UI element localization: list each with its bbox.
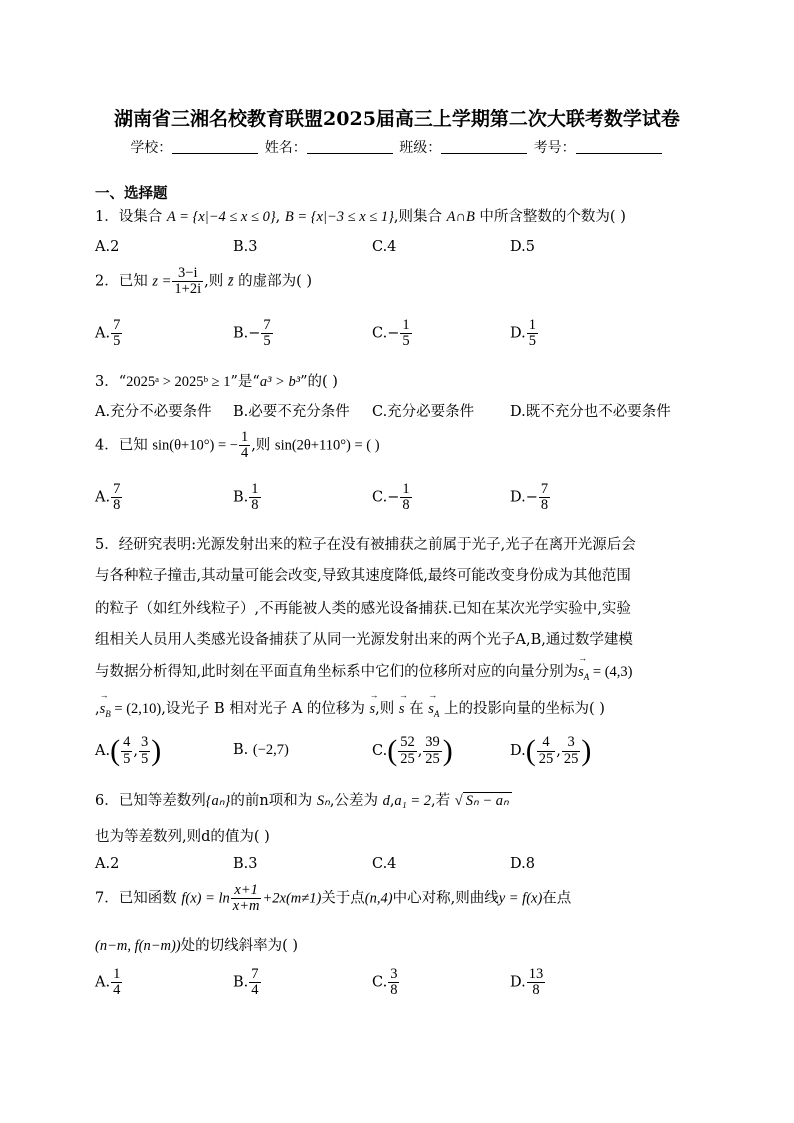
q7-a-label: A. [95, 974, 111, 991]
vector-s: → s [370, 701, 376, 718]
q7-c-num: 3 [390, 966, 398, 982]
sB-value: = (2,10) [110, 701, 162, 717]
q4-d-den: 8 [540, 497, 549, 514]
q1-number: 1． [95, 209, 119, 225]
q2-fraction [172, 266, 203, 297]
q5-line-1: 5．经研究表明:光源发射出来的粒子在没有被捕获之前属于光子,光子在离开光源后会 [95, 537, 636, 553]
q5-c-d2: 25 [425, 750, 440, 767]
q4-c-num: 1 [402, 481, 410, 497]
q2-option-a[interactable] [95, 318, 123, 349]
school-label: 学校： [130, 140, 173, 156]
q4-c-frac [400, 482, 411, 513]
q7-line-2-expr: (n−m, f(n−m)) [95, 938, 181, 954]
q7-option-c[interactable] [372, 967, 400, 998]
q5-c-d1: 25 [400, 750, 415, 767]
q4-b-frac [249, 482, 260, 513]
q2-c-num: 1 [402, 317, 410, 333]
q7-c-frac [388, 967, 399, 998]
q3-option-c[interactable]: C.充分必要条件 [372, 404, 475, 420]
sA-value: = (4,3) [589, 664, 633, 680]
q7-b-frac [249, 967, 260, 998]
q3-option-a[interactable]: A.充分不必要条件 [95, 404, 212, 420]
q1-text: 设集合 [118, 209, 167, 225]
question-6 [95, 789, 512, 810]
student-info-line [0, 137, 794, 157]
q5-c-frac-2 [423, 735, 442, 766]
q4-a-label: A. [95, 489, 111, 506]
q3-text-c: ”的( ) [300, 374, 338, 390]
q5-option-c[interactable]: C.( $\frac{52}{25}$ , $\frac{39}{25}$ ) [372, 734, 453, 767]
q3-text-a: “ [118, 374, 127, 390]
q5-a-d2: 5 [140, 750, 149, 767]
q7-c-label: C. [372, 974, 388, 991]
q4-d-sign: − [525, 489, 538, 506]
q7-a-frac [111, 967, 122, 998]
q2-zbar: z̄ [227, 273, 234, 290]
q2-b-frac [261, 318, 272, 349]
q7-a-num: 1 [113, 966, 121, 982]
q5-line-4: 组相关人员用人类感光设备捕获了从同一光源发射出来的两个光子A,B,通过数学建模 [95, 632, 633, 648]
q3-option-b[interactable]: B.必要不充分条件 [233, 404, 350, 420]
q5-d-frac-1 [537, 735, 556, 766]
q4-d-label: D. [510, 489, 526, 506]
q4-c-den: 8 [402, 497, 410, 514]
q5-option-b[interactable] [233, 742, 289, 759]
sA-letter-2: s [428, 701, 434, 717]
vector-sB [100, 701, 111, 719]
q4-option-b[interactable] [233, 482, 262, 513]
q7-text-d: 在点 [542, 890, 572, 907]
q4-text-a: 已知 [118, 437, 153, 454]
school-blank[interactable] [172, 139, 258, 154]
q6-line-2: 也为等差数列,则d的值为( ) [95, 829, 270, 845]
q1-expr: A∩B [446, 209, 475, 225]
q2-option-d[interactable] [510, 318, 539, 349]
name-label: 姓名： [264, 140, 307, 156]
q7-option-b[interactable] [233, 967, 262, 998]
sqrt-symbol: √ [454, 793, 463, 809]
q6-text-b: 的前n项和为 [230, 793, 317, 809]
exam-title: 湖南省三湘名校教育联盟2025届高三上学期第二次大联考数学试卷 [114, 108, 680, 130]
q2-number: 2． [95, 273, 119, 290]
q2-c-den: 5 [402, 333, 410, 350]
q3-number: 3． [95, 374, 119, 390]
q2-a-frac [111, 318, 122, 349]
q7-b-label: B. [233, 974, 249, 991]
q5-a-n1: 4 [123, 734, 131, 751]
q4-option-d[interactable] [510, 482, 551, 513]
q5-option-d[interactable]: D.( $\frac{4}{25}$ , $\frac{3}{25}$ ) [510, 734, 592, 767]
q3-text-b: ”是“ [230, 374, 260, 390]
q4-b-num: 1 [251, 481, 259, 497]
q1-option-c[interactable]: C.4 [372, 239, 397, 255]
q5-d-n2: 3 [562, 735, 581, 751]
q4-lhs: sin(θ+10°) = − [152, 437, 238, 454]
q6-option-a[interactable]: A.2 [95, 856, 120, 872]
q2-text-c: 的虚部为( ) [233, 273, 313, 290]
paren-right: ) [151, 734, 162, 767]
q5-line-6-c: ,则 [375, 701, 399, 717]
q2-d-frac [527, 318, 538, 349]
exam-number-label: 考号： [533, 140, 576, 156]
q2-b-label: B. [233, 325, 249, 342]
q5-line-3: 的粒子（如红外线粒子）,不再能被人类的感光设备捕获.已知在某次光学实验中,实验 [95, 601, 631, 617]
q5-line-6 [95, 697, 605, 719]
q5-d-d1: 25 [538, 750, 554, 767]
question-3 [95, 370, 338, 391]
q2-c-label: C. [372, 325, 388, 342]
q3-expr1: 2025ᵃ > 2025ᵇ ≥ 1 [126, 374, 231, 390]
q7-c-den: 8 [390, 982, 398, 999]
q6-d: d [382, 793, 390, 809]
q5-b-label: B. [233, 742, 249, 758]
vector-s-2: → s [399, 701, 405, 718]
q5-line-2: 与各种粒子撞击,其动量可能会改变,导致其速度降低,最终可能改变身份成为其他范围 [95, 568, 631, 584]
q2-option-c[interactable] [372, 318, 413, 349]
q7-d-num: 13 [528, 966, 544, 982]
q7-fraction [231, 883, 262, 914]
q4-c-label: C. [372, 489, 388, 506]
question-4 [95, 430, 380, 461]
q5-line-6-b: ,设光子 B 相对光子 A 的位移为 [161, 701, 370, 717]
q2-d-den: 5 [528, 333, 536, 350]
q2-text-b: ,则 [204, 273, 228, 290]
q4-d-frac [539, 482, 550, 513]
q5-c-n1: 52 [400, 734, 415, 751]
q7-num: x+1 [231, 883, 262, 899]
q2-d-label: D. [510, 325, 526, 342]
q2-b-num: 7 [263, 317, 271, 333]
q1-set-a: A = {x|−4 ≤ x ≤ 0} [166, 209, 276, 225]
q7-d-label: D. [510, 974, 526, 991]
q1-text-b: ,则集合 [393, 209, 447, 225]
q6-text-d: , [389, 793, 395, 809]
q4-b-label: B. [233, 489, 249, 506]
q7-number: 7． [95, 890, 119, 907]
q2-den: 1+2i [174, 281, 202, 298]
q7-fx: f(x) = ln [181, 890, 230, 907]
q2-c-sign: − [387, 325, 400, 342]
q5-d-frac-2 [562, 735, 581, 766]
q2-c-frac [400, 318, 411, 349]
paren-left: ( [387, 734, 398, 767]
section-heading: 一、选择题 [95, 185, 168, 202]
question-2 [95, 266, 312, 297]
q6-option-b[interactable]: B.3 [233, 856, 258, 872]
q6-option-d[interactable]: D.8 [510, 856, 535, 872]
q7-point: (n,4) [364, 890, 393, 907]
q3-expr2: a³ > b³ [259, 374, 301, 390]
q2-a-label: A. [95, 325, 111, 342]
q4-option-a[interactable] [95, 482, 123, 513]
q5-line-6-a: , [95, 701, 100, 717]
q2-d-num: 1 [528, 317, 536, 333]
sB-letter: s [99, 701, 106, 717]
q4-fraction [239, 430, 250, 461]
q7-rest: +2x(m≠1) [262, 890, 322, 907]
q7-den: x+m [232, 898, 260, 915]
q2-b-den: 5 [263, 333, 271, 350]
q7-line-2 [95, 934, 298, 955]
q2-z: z = [152, 273, 172, 290]
q2-num: 3−i [172, 266, 203, 282]
q5-a-frac-1 [121, 735, 132, 766]
q6-text-c: ,公差为 [329, 793, 383, 809]
vector-sA [578, 664, 589, 682]
q5-line-5-text: 与数据分析得知,此时刻在平面直角坐标系中它们的位移所对应的向量分别为 [95, 664, 579, 680]
q4-a-den: 8 [113, 497, 121, 514]
q4-number: 4． [95, 437, 119, 454]
q5-a-label: A. [95, 743, 111, 759]
q2-text: 已知 [118, 273, 153, 290]
class-blank[interactable] [441, 139, 527, 154]
q7-d-frac [527, 967, 546, 998]
q2-option-b[interactable] [233, 318, 274, 349]
q1-option-b[interactable]: B.3 [233, 239, 258, 255]
q1-set-b: B = {x|−3 ≤ x ≤ 1} [284, 209, 394, 225]
q6-text-a: 已知等差数列 [118, 793, 206, 809]
q5-d-n1: 4 [537, 735, 556, 751]
q5-line-6-e: 上的投影向量的坐标为( ) [439, 701, 605, 717]
q5-c-label: C. [372, 743, 388, 759]
q6-number: 6． [95, 793, 119, 809]
q7-line-2-text: 处的切线斜率为( ) [180, 938, 299, 954]
q4-a-num: 7 [113, 481, 121, 497]
q4-a-frac [111, 482, 122, 513]
q2-a-den: 5 [113, 333, 121, 350]
q7-option-a[interactable] [95, 967, 123, 998]
q5-d-label: D. [510, 743, 526, 759]
sA-sub-2: A [433, 708, 440, 719]
q6-sn: Sₙ [316, 793, 330, 809]
q5-c-frac-1 [398, 735, 417, 766]
q7-curve: y = f(x) [498, 890, 543, 907]
q7-b-num: 7 [251, 966, 259, 982]
q5-a-d1: 5 [123, 750, 131, 767]
q1-text-c: 中所含整数的个数为( ) [474, 209, 626, 225]
q4-text-b: ,则 [251, 437, 275, 454]
q7-a-den: 4 [113, 982, 121, 999]
q7-b-den: 4 [251, 982, 259, 999]
q1-option-d[interactable]: D.5 [510, 239, 535, 255]
paren-right: ) [442, 734, 453, 767]
paren-right: ) [581, 734, 592, 767]
paren-left: ( [525, 734, 536, 767]
q5-line-6-d: 在 [404, 701, 429, 717]
q7-text-c: 中心对称,则曲线 [392, 890, 499, 907]
q4-rhs: sin(2θ+110°) = ( ) [274, 437, 380, 454]
q4-b-den: 8 [251, 497, 259, 514]
q6-seq: {aₙ} [205, 793, 231, 809]
class-label: 班级： [399, 140, 442, 156]
q4-option-c[interactable] [372, 482, 413, 513]
q2-b-sign: − [248, 325, 261, 342]
sA-sub: A [583, 671, 590, 682]
sA-letter: s [578, 664, 584, 680]
q6-a1: a₁ = 2 [394, 793, 431, 809]
q6-text-e: ,若 [431, 793, 455, 809]
q5-d-d2: 25 [563, 750, 579, 767]
q2-a-num: 7 [113, 317, 121, 333]
exam-number-blank[interactable] [576, 139, 662, 154]
q5-c-n2: 39 [425, 734, 440, 751]
sB-sub: B [105, 708, 111, 719]
q7-option-d[interactable] [510, 967, 546, 998]
q1-option-a[interactable]: A.2 [95, 239, 120, 255]
question-1: 1．设集合 A = {x|−4 ≤ x ≤ 0}, B = {x|−3 ≤ x ≤ 1},则集合 A∩B 中所含整数的个数为( ) [95, 209, 626, 225]
vector-sA-2 [428, 701, 439, 719]
name-blank[interactable] [307, 139, 393, 154]
q5-option-a[interactable]: A.( $\frac{4}{5}$ , $\frac{3}{5}$ ) [95, 734, 162, 767]
q6-radicand: Sₙ − aₙ [463, 792, 512, 809]
q5-a-frac-2 [139, 735, 150, 766]
q4-den: 4 [240, 445, 249, 462]
question-7 [95, 883, 571, 914]
paren-left: ( [110, 734, 121, 767]
q7-d-den: 8 [532, 982, 540, 999]
q5-a-n2: 3 [140, 734, 149, 751]
q4-d-num: 7 [540, 481, 549, 497]
q4-c-sign: − [387, 489, 400, 506]
q4-num: 1 [240, 429, 249, 445]
q3-option-d[interactable]: D.既不充分也不必要条件 [510, 404, 671, 420]
q5-line-5 [95, 660, 632, 682]
q7-text-a: 已知函数 [118, 890, 182, 907]
q7-text-b: 关于点 [321, 890, 365, 907]
q5-b-value: (−2,7) [252, 742, 289, 758]
q6-option-c[interactable]: C.4 [372, 856, 397, 872]
